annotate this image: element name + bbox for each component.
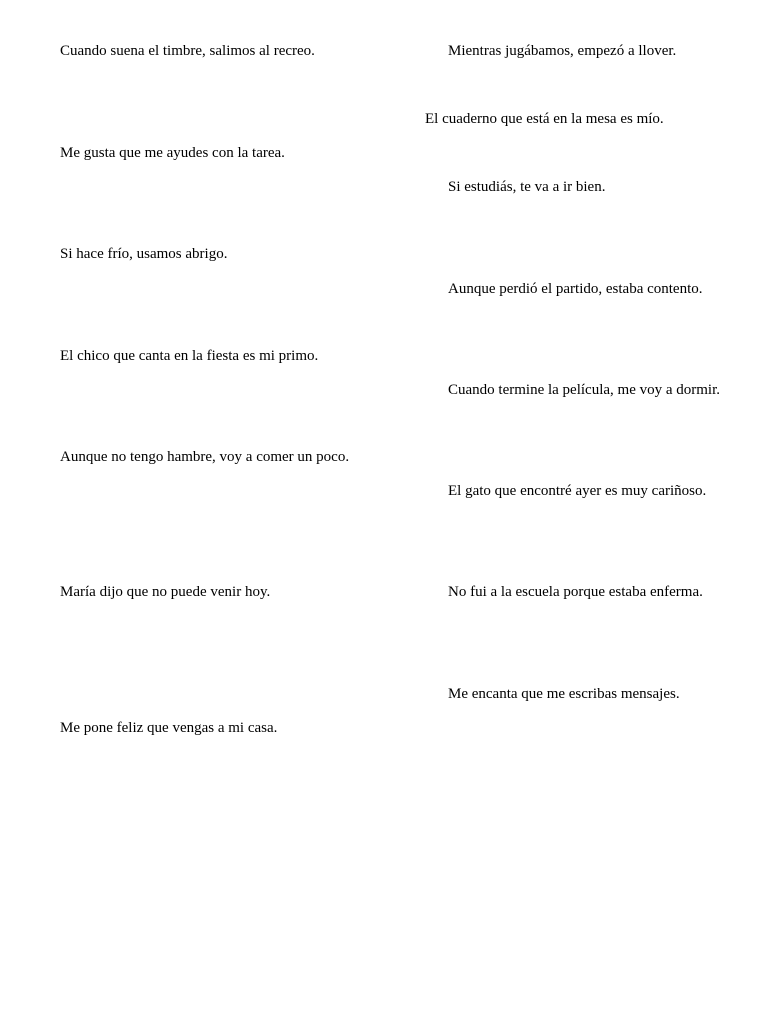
sentence-right-4: Aunque perdió el partido, estaba contento. [448, 281, 703, 297]
sentence-right-3: Si estudiás, te va a ir bien. [448, 179, 606, 195]
sentence-left-4: El chico que canta en la fiesta es mi primo. [60, 348, 319, 364]
sentence-right-6: El gato que encontré ayer es muy cariñoso. [448, 483, 707, 499]
sentence-left-3: Si hace frío, usamos abrigo. [60, 246, 228, 262]
sentence-right-1: Mientras jugábamos, empezó a llover. [448, 43, 677, 59]
sentence-left-2: Me gusta que me ayudes con la tarea. [60, 145, 285, 161]
sentence-left-5: Aunque no tengo hambre, voy a comer un poco. [60, 449, 350, 465]
sentence-left-6: María dijo que no puede venir hoy. [60, 584, 271, 600]
sentence-left-7: Me pone feliz que vengas a mi casa. [60, 720, 278, 736]
sentence-right-7: No fui a la escuela porque estaba enferma. [448, 584, 703, 600]
sentence-left-1: Cuando suena el timbre, salimos al recreo. [60, 43, 315, 59]
sentence-right-2: El cuaderno que está en la mesa es mío. [425, 111, 664, 127]
sentence-right-5: Cuando termine la película, me voy a dormir. [448, 382, 721, 398]
sentence-right-8: Me encanta que me escribas mensajes. [448, 686, 680, 702]
